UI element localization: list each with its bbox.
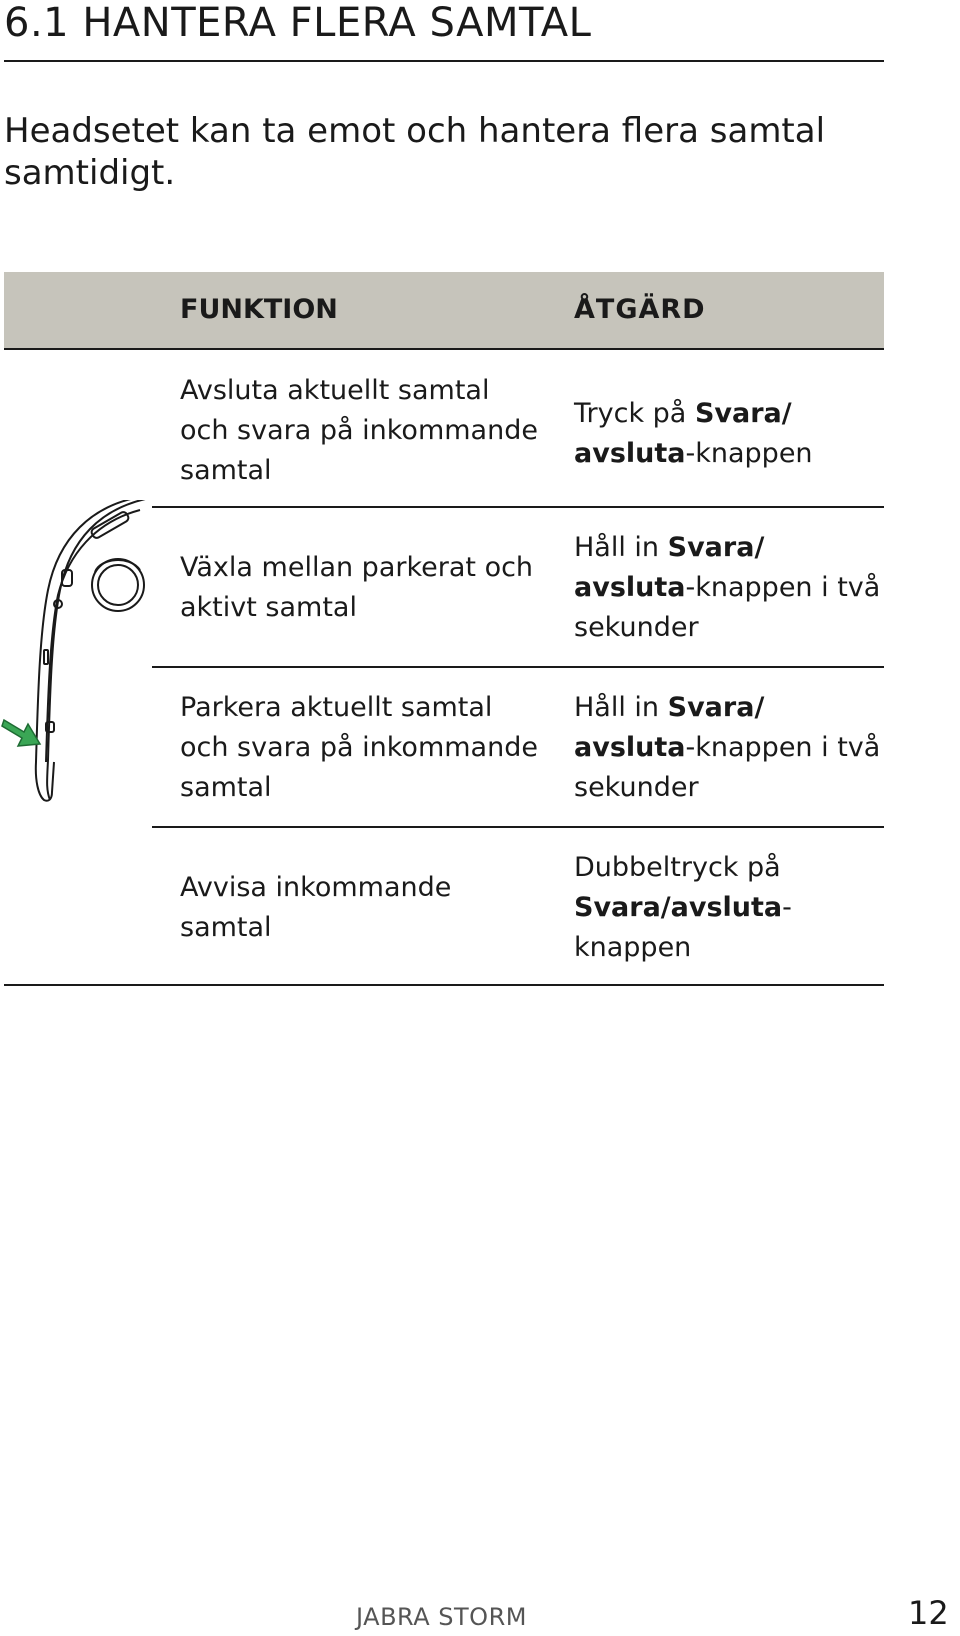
table-header — [4, 272, 884, 348]
row-4-function: Avvisa inkommande samtal — [180, 872, 452, 943]
page-title: 6.1 HANTERA FLERA SAMTAL — [4, 0, 592, 46]
row-divider — [152, 506, 884, 508]
footer-brand: JABRA STORM — [356, 1603, 527, 1631]
row-4-action: Dubbeltryck på Svara/avsluta-knappen — [574, 852, 792, 963]
row-3-function: Parkera aktuellt samtal och svara på inkommande samtal — [180, 692, 538, 803]
row-1-action: Tryck på Svara/ avsluta-knappen — [574, 398, 813, 469]
row-divider — [152, 826, 884, 828]
row-1-function: Avsluta aktuellt samtal och svara på inkommande samtal — [180, 375, 538, 486]
row-2-function: Växla mellan parkerat och aktivt samtal — [180, 552, 534, 623]
title-divider — [4, 60, 884, 62]
table-bottom-rule — [4, 984, 884, 986]
intro-paragraph: Headsetet kan ta emot och hantera flera samtal samtidigt. — [4, 111, 826, 193]
row-divider — [152, 666, 884, 668]
header-divider — [4, 348, 884, 350]
headset-illustration — [0, 500, 160, 810]
column-header-action: ÅTGÄRD — [574, 294, 706, 325]
column-header-function: FUNKTION — [180, 294, 338, 325]
row-3-action: Håll in Svara/ avsluta-knappen i två sekunder — [574, 692, 881, 803]
arrow-icon — [2, 720, 40, 746]
headset-icon — [36, 500, 150, 801]
row-2-action: Håll in Svara/ avsluta-knappen i två sekunder — [574, 532, 881, 643]
page-number: 12 — [908, 1594, 949, 1632]
